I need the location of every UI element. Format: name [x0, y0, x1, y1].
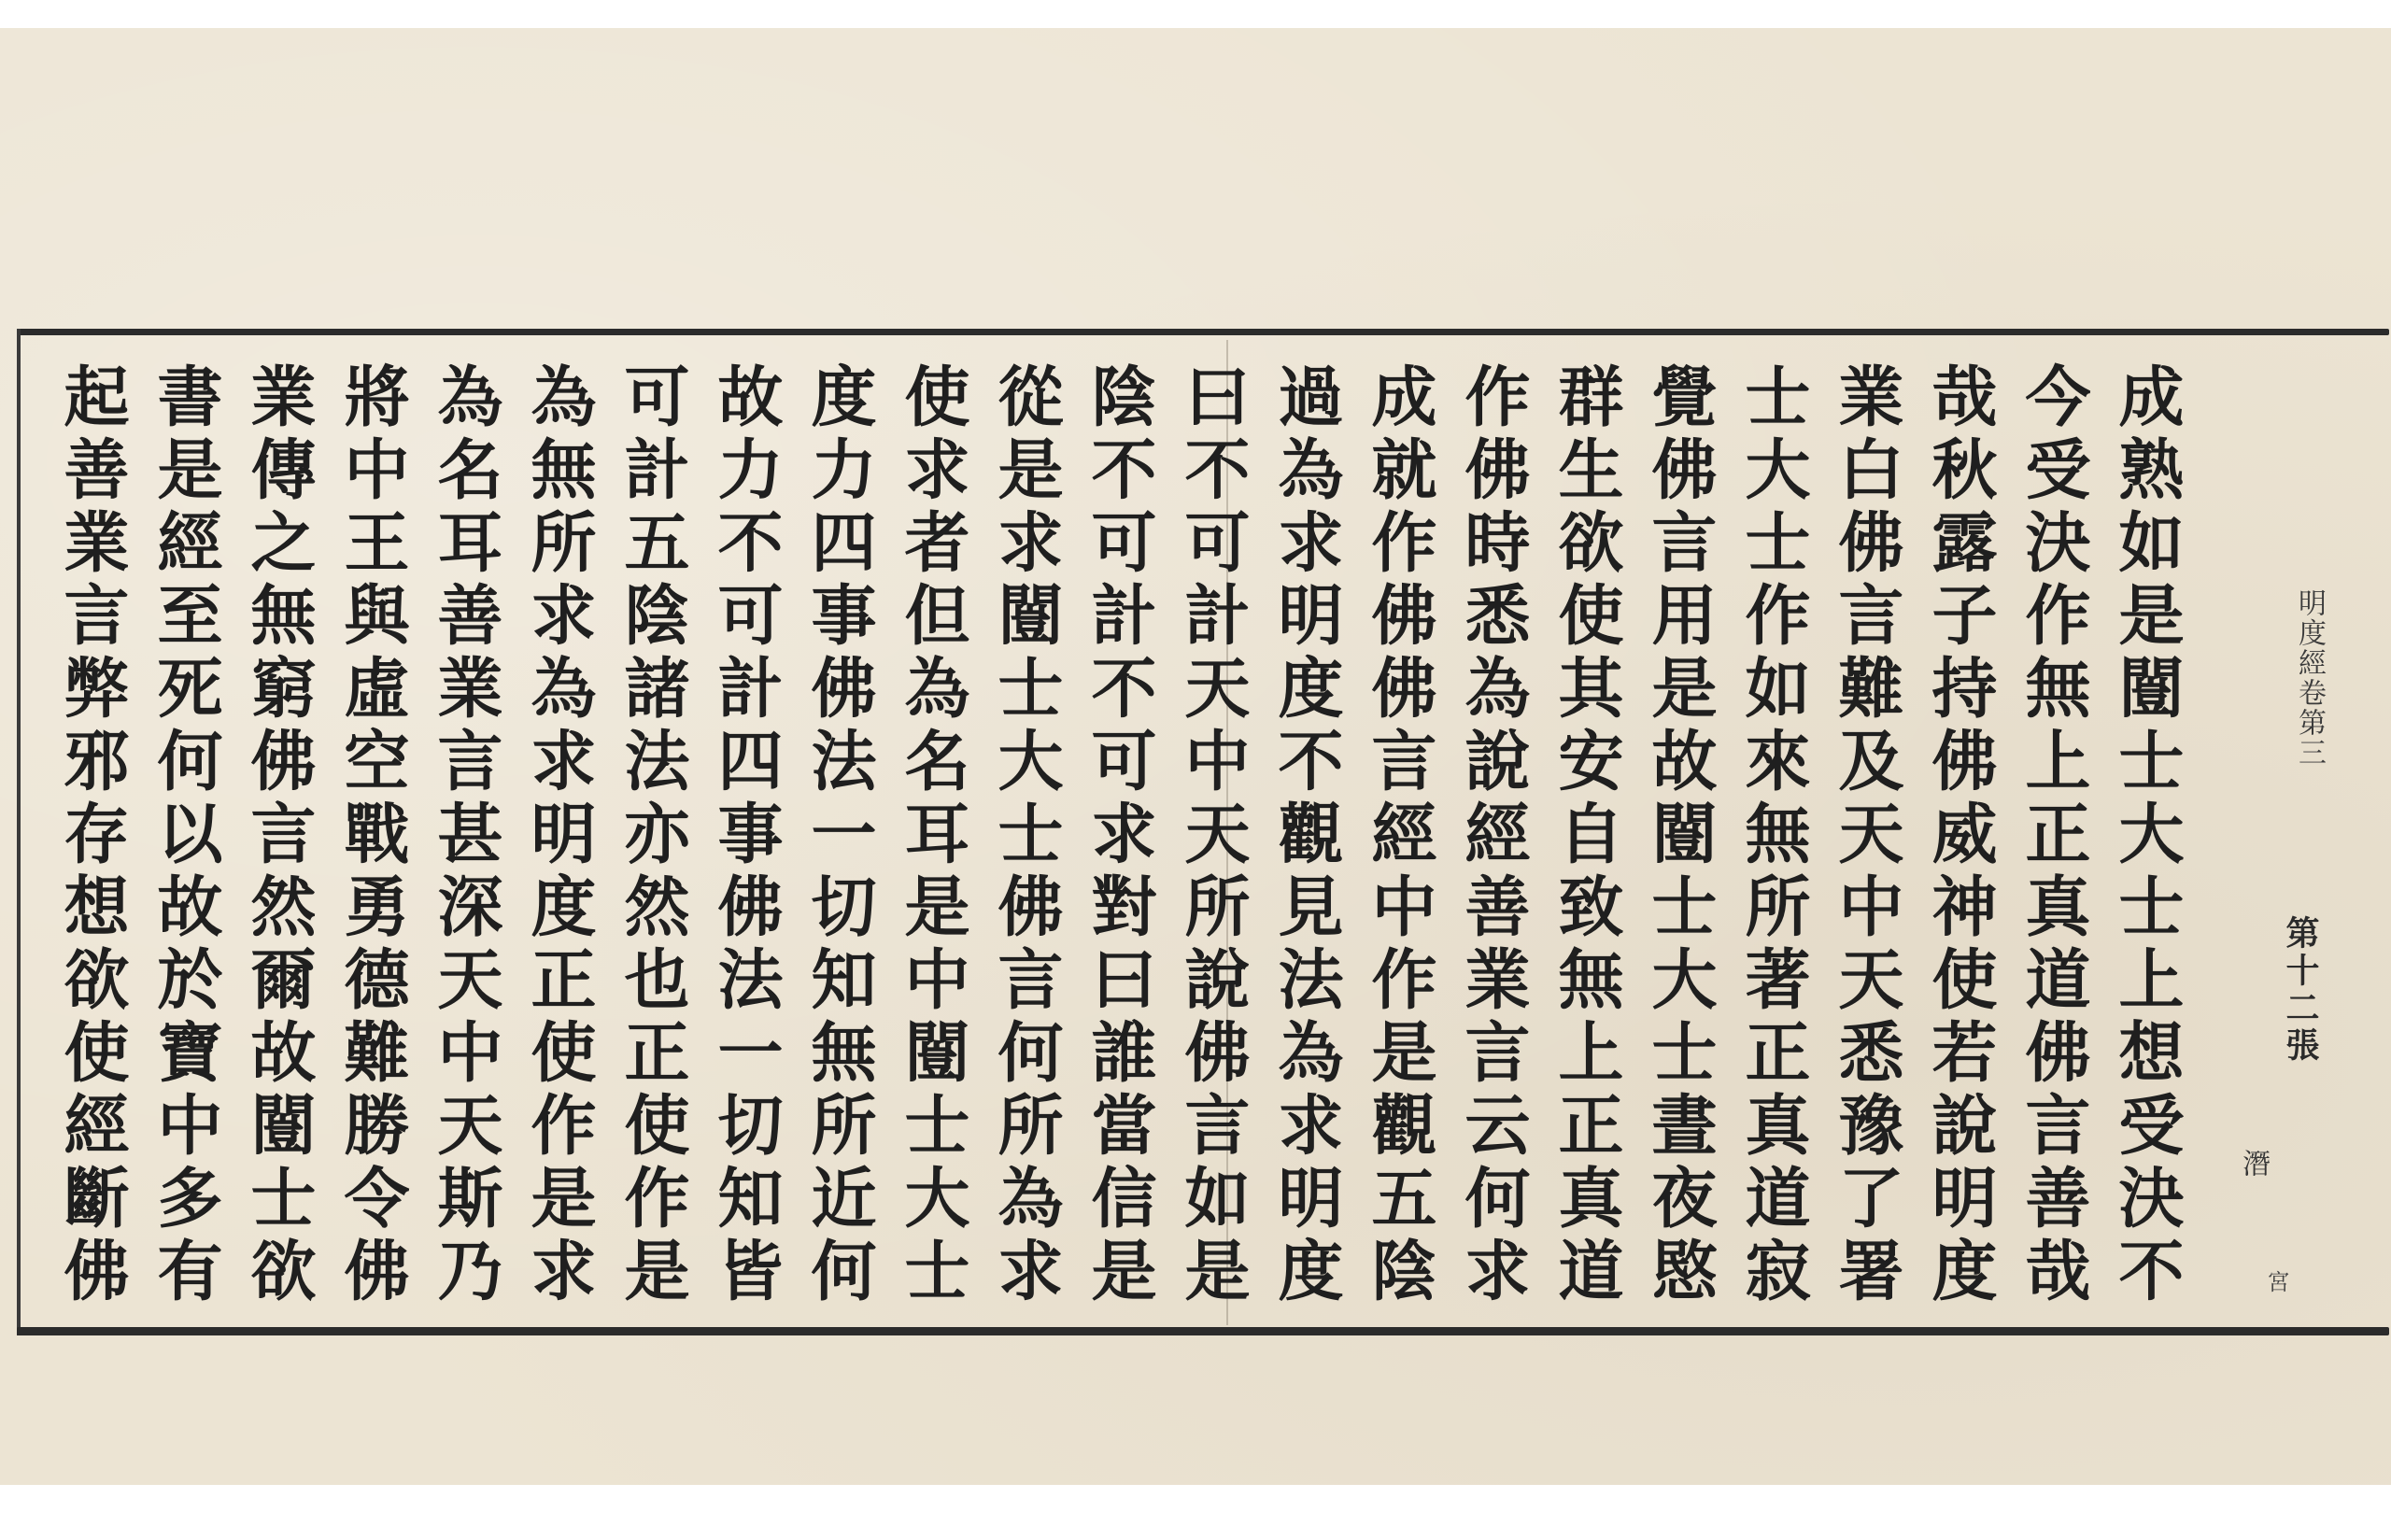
margin-engraver: 宮 [2263, 1270, 2289, 1293]
bottom-border-rule [17, 1327, 2389, 1335]
text-column: 覺佛言用是故闓士大士晝夜愍 [1641, 362, 1719, 1309]
printed-frame [17, 329, 2389, 1335]
text-column: 書是經至死何以故於寶中多有 [147, 362, 224, 1309]
text-columns [45, 357, 2193, 1309]
text-column: 成熟如是闓士大士上想受決不 [2108, 362, 2186, 1309]
text-column: 哉秋露子持佛威神使若說明度 [1921, 362, 1999, 1309]
paper-sheet [0, 28, 2391, 1485]
text-column: 曰不可計天中天所說佛言如是 [1174, 362, 1252, 1309]
text-column: 過為求明度不觀見法為求明度 [1267, 362, 1345, 1309]
text-column: 為名耳善業言甚深天中天斯乃 [427, 362, 504, 1309]
left-border-rule [17, 329, 21, 1335]
text-column: 故力不可計四事佛法一切知皆 [707, 362, 785, 1309]
margin-sheet-number: 第十二張 [2281, 915, 2320, 1065]
text-column: 成就作佛佛言經中作是觀五陰 [1361, 362, 1438, 1309]
margin-sutra-title: 明度經卷第三 [2293, 588, 2326, 768]
text-column: 從是求闓士大士佛言何所為求 [987, 362, 1065, 1309]
text-column: 使求者但為名耳是中闓士大士 [894, 362, 971, 1309]
text-column: 起善業言弊邪存想欲使經斷佛 [53, 362, 131, 1309]
text-column: 士大士作如來無所著正真道寂 [1734, 362, 1812, 1309]
text-column: 業白佛言難及天中天悉豫了署 [1828, 362, 1905, 1309]
text-column: 可計五陰諸法亦然也正使作是 [614, 362, 691, 1309]
text-column: 度力四事佛法一切知無所近何 [800, 362, 878, 1309]
text-column: 群生欲使其安自致無上正真道 [1548, 362, 1625, 1309]
margin-mark: 潛 [2237, 1149, 2270, 1177]
text-column: 將中王與虛空戰勇德難勝令佛 [333, 362, 411, 1309]
text-column: 作佛時悉為說經善業言云何求 [1454, 362, 1532, 1309]
top-border-rule [17, 329, 2389, 335]
text-column: 陰不可計不可求對曰誰當信是 [1081, 362, 1158, 1309]
text-column: 為無所求為求明度正使作是求 [520, 362, 598, 1309]
text-column: 今受決作無上正真道佛言善哉 [2015, 362, 2092, 1309]
text-column: 業傳之無窮佛言然爾故闓士欲 [240, 362, 318, 1309]
